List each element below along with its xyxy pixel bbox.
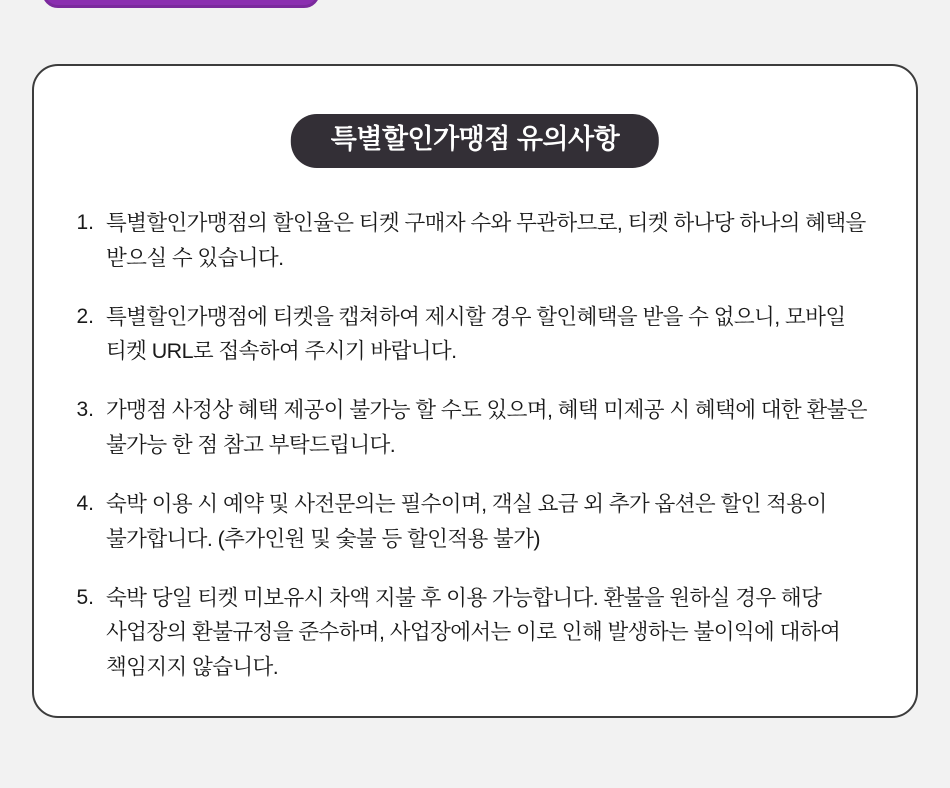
- list-item-number: 4.: [76, 491, 94, 515]
- list-item-text: 특별할인가맹점의 할인율은 티켓 구매자 수와 무관하므로, 티켓 하나당 하나의 혜택을 받으실 수 있습니다.: [106, 211, 866, 270]
- list-item-number: 2.: [76, 304, 94, 328]
- page-title: 특별할인가맹점 유의사항: [291, 114, 659, 168]
- top-purple-tab: [42, 0, 320, 8]
- list-item: [72, 300, 882, 370]
- list-item-text: 특별할인가맹점에 티켓을 캡쳐하여 제시할 경우 할인혜택을 받을 수 없으니, 모바일 티켓 URL로 접속하여 주시기 바랍니다.: [106, 304, 846, 364]
- list-item: [72, 206, 882, 276]
- notice-card: [32, 64, 918, 718]
- list-item-number: 5.: [76, 585, 94, 609]
- notice-list: [72, 206, 882, 685]
- list-item: [72, 487, 882, 557]
- list-item-text: 숙박 당일 티켓 미보유시 차액 지불 후 이용 가능합니다. 환불을 원하실 경우 해당 사업장의 환불규정을 준수하며, 사업장에서는 이로 인해 발생하는 불이익에 대하여 책임지지 않습니다.: [106, 585, 841, 680]
- list-item: [72, 393, 882, 463]
- list-item-text: 숙박 이용 시 예약 및 사전문의는 필수이며, 객실 요금 외 추가 옵션은 할인 적용이 불가합니다. (추가인원 및 숯불 등 할인적용 불가): [106, 491, 827, 551]
- list-item-number: 3.: [76, 398, 94, 422]
- list-item-text: 가맹점 사정상 혜택 제공이 불가능 할 수도 있으며, 혜택 미제공 시 혜택에 대한 환불은 불가능 한 점 참고 부탁드립니다.: [106, 398, 867, 458]
- list-item: [72, 581, 882, 685]
- list-item-number: 1.: [76, 211, 94, 234]
